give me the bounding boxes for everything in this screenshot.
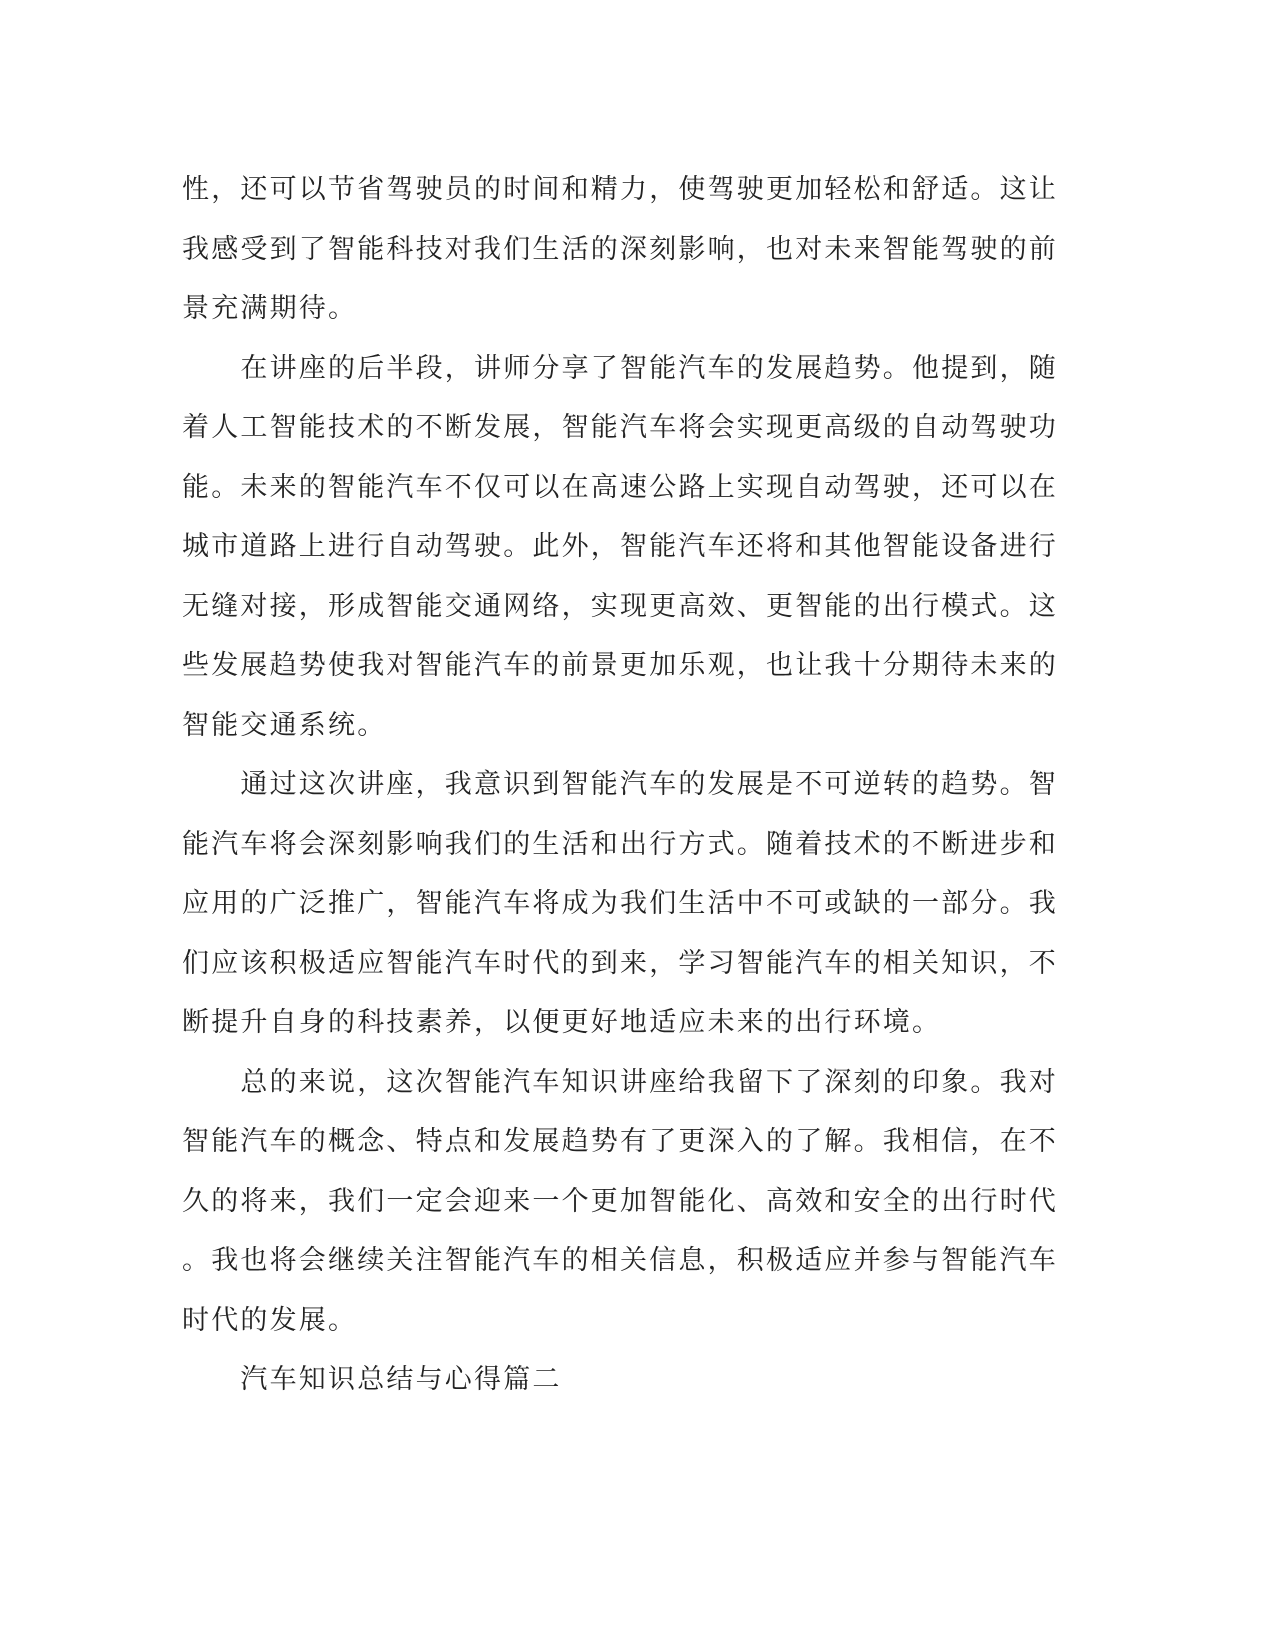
text-line: 无缝对接，形成智能交通网络，实现更高效、更智能的出行模式。这: [182, 590, 1058, 622]
text-line: 总的来说，这次智能汽车知识讲座给我留下了深刻的印象。我对: [182, 1066, 1058, 1098]
text-line: 在讲座的后半段，讲师分享了智能汽车的发展趋势。他提到，随: [182, 352, 1058, 384]
text-line: 我感受到了智能科技对我们生活的深刻影响，也对未来智能驾驶的前: [182, 233, 1058, 265]
document-body: [182, 160, 1058, 1410]
text-line: 智能交通系统。: [182, 709, 387, 741]
paragraph-2: [182, 339, 1058, 756]
text-line: 应用的广泛推广，智能汽车将成为我们生活中不可或缺的一部分。我: [182, 888, 1058, 919]
text-line: 性，还可以节省驾驶员的时间和精力，使驾驶更加轻松和舒适。这让: [182, 174, 1058, 205]
text-line: 通过这次讲座，我意识到智能汽车的发展是不可逆转的趋势。智: [182, 769, 1058, 800]
text-line: 城市道路上进行自动驾驶。此外，智能汽车还将和其他智能设备进行: [182, 531, 1058, 562]
text-line: 智能汽车的概念、特点和发展趋势有了更深入的了解。我相信，在不: [182, 1126, 1058, 1157]
text-line: 断提升自身的科技素养，以便更好地适应未来的出行环境。: [182, 1007, 942, 1038]
text-line: 能。未来的智能汽车不仅可以在高速公路上实现自动驾驶，还可以在: [182, 471, 1058, 503]
text-line: 景充满期待。: [182, 293, 358, 324]
paragraph-3: [182, 755, 1058, 1053]
text-line: 些发展趋势使我对智能汽车的前景更加乐观，也让我十分期待未来的: [182, 650, 1058, 681]
text-line: 时代的发展。: [182, 1304, 358, 1336]
paragraph-4: [182, 1053, 1058, 1351]
text-line: 能汽车将会深刻影响我们的生活和出行方式。随着技术的不断进步和: [182, 828, 1058, 860]
heading-line: 汽车知识总结与心得篇二: [182, 1364, 562, 1395]
text-line: 们应该积极适应智能汽车时代的到来，学习智能汽车的相关知识，不: [182, 947, 1058, 979]
text-line: 。我也将会继续关注智能汽车的相关信息，积极适应并参与智能汽车: [182, 1245, 1058, 1276]
text-line: 着人工智能技术的不断发展，智能汽车将会实现更高级的自动驾驶功: [182, 412, 1058, 443]
section-heading: [182, 1350, 1032, 1410]
text-line: 久的将来，我们一定会迎来一个更加智能化、高效和安全的出行时代: [182, 1185, 1058, 1217]
paragraph-1: [182, 160, 1058, 339]
